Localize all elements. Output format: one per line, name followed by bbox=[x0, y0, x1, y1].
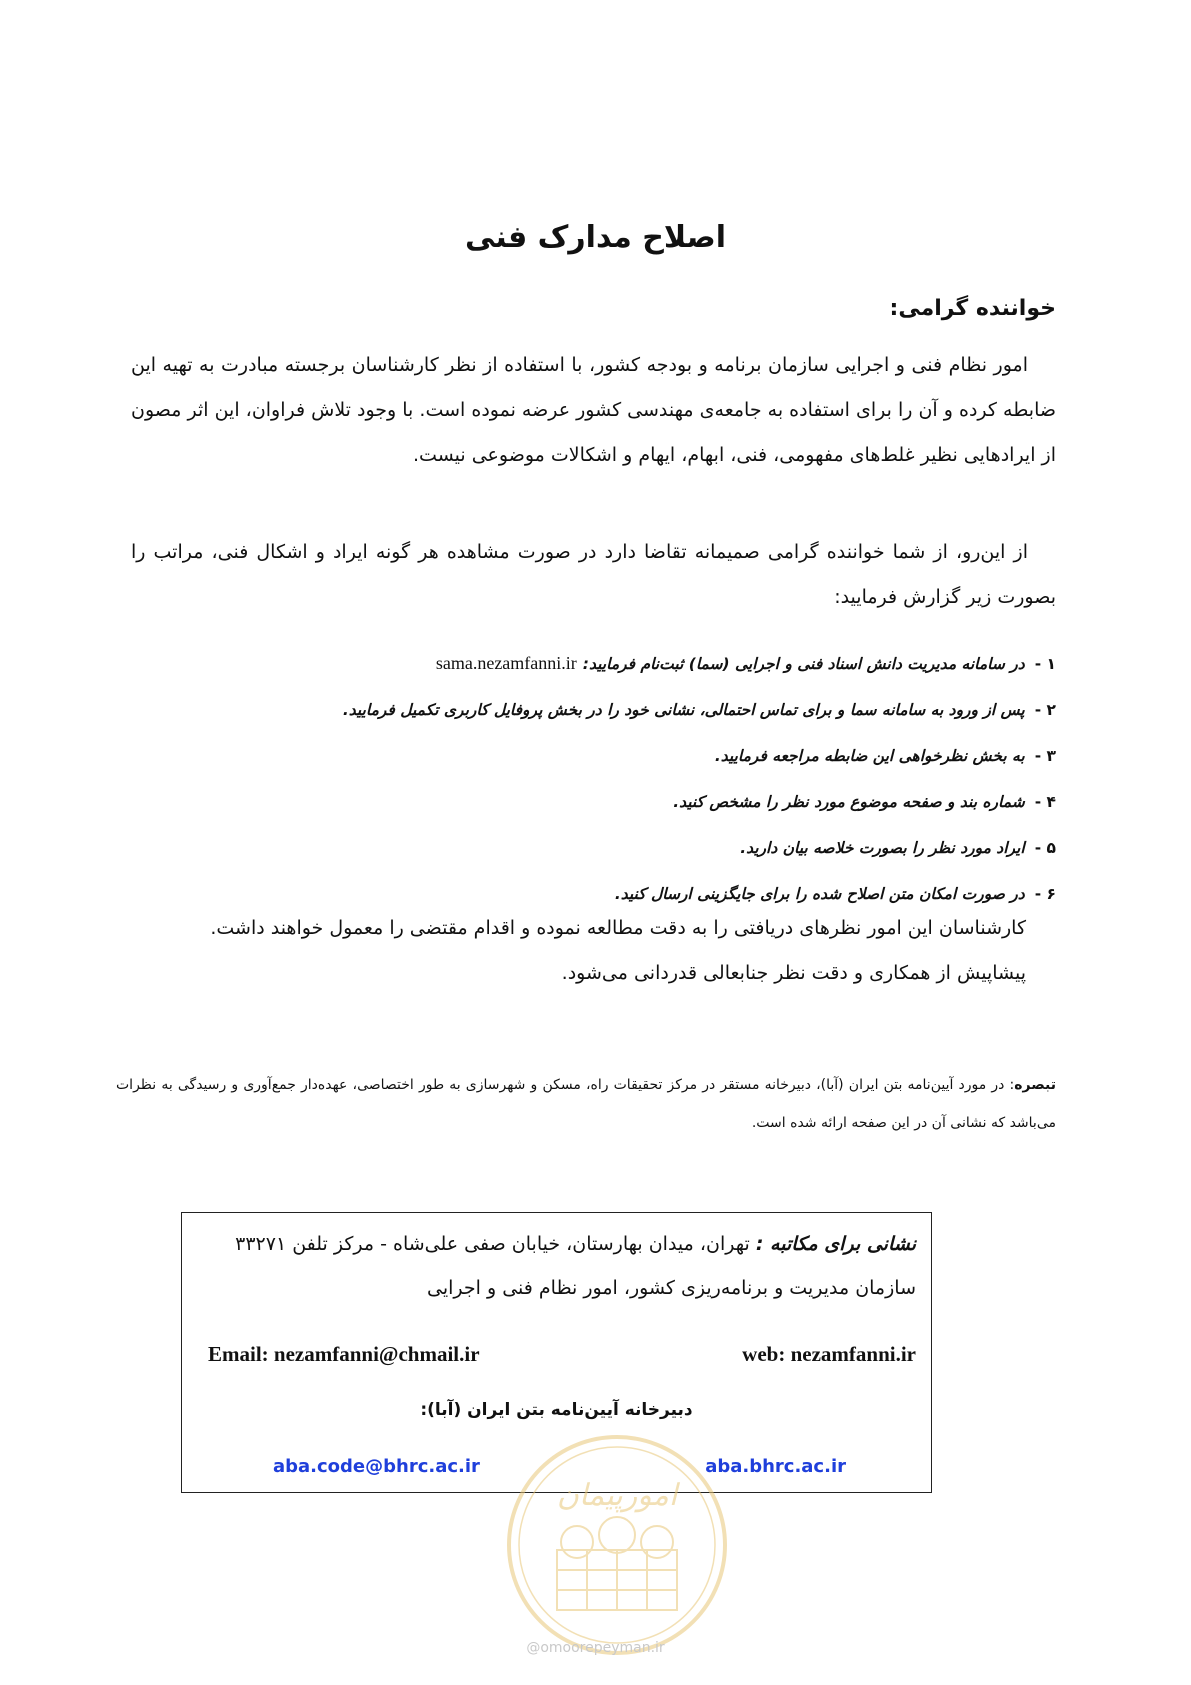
watermark-logo-text: امورپیمان bbox=[556, 1478, 678, 1513]
step-item bbox=[96, 779, 1056, 825]
step-text: ایراد مورد نظر را بصورت خلاصه بیان دارید. bbox=[740, 839, 1025, 857]
step-item bbox=[96, 687, 1056, 733]
intro-paragraph: امور نظام فنی و اجرایی سازمان برنامه و بودجه کشور، با استفاده از نظر کارشناسان برجسته مبادرت به تهیه این ضابطه کرده و آن را برای استفاده به جامعه‌ی مهندسی کشور عرضه نموده است. با وجود تلاش فراوان، این اثر مصون از ایرادهایی نظیر غلط‌های مفهومی، فنی، ابهام، ایهام و اشکالات موضوعی نیست. bbox=[131, 354, 1056, 466]
aba-email-link[interactable]: aba.code@bhrc.ac.ir bbox=[273, 1456, 480, 1477]
closing-line-2: پیشاپیش از همکاری و دقت نظر جنابعالی قدردانی می‌شود. bbox=[561, 962, 1026, 984]
step-item bbox=[96, 825, 1056, 871]
secretariat-title: دبیرخانه آیین‌نامه بتن ایران (آبا): bbox=[420, 1400, 693, 1420]
step-number: ۵ - bbox=[1034, 839, 1056, 857]
address-label: نشانی برای مکاتبه : bbox=[755, 1233, 916, 1255]
step-number: ۳ - bbox=[1034, 747, 1056, 765]
email-address[interactable]: Email: nezamfanni@chmail.ir bbox=[208, 1342, 480, 1366]
step-text: پس از ورود به سامانه سما و برای تماس احتمالی، نشانی خود را در بخش پروفایل کاربری تکمیل فرمایید. bbox=[342, 701, 1025, 719]
step-item bbox=[96, 733, 1056, 779]
web-address[interactable]: web: nezamfanni.ir bbox=[742, 1342, 916, 1366]
step-text: شماره بند و صفحه موضوع مورد نظر را مشخص کنید. bbox=[673, 793, 1025, 811]
request-paragraph: از این‌رو، از شما خواننده گرامی صمیمانه تقاضا دارد در صورت مشاهده هر گونه ایراد و اشکال فنی، مراتب را بصورت زیر گزارش فرمایید: bbox=[131, 541, 1056, 608]
greeting-heading: خواننده گرامی: bbox=[889, 296, 1056, 321]
sama-link[interactable]: sama.nezamfanni.ir bbox=[435, 653, 577, 673]
address-line-1 bbox=[235, 1233, 916, 1255]
step-text: به بخش نظرخواهی این ضابطه مراجعه فرمایید. bbox=[714, 747, 1025, 765]
watermark-logo-icon bbox=[502, 1430, 732, 1660]
note-paragraph bbox=[116, 1066, 1056, 1142]
step-number: ۲ - bbox=[1034, 701, 1056, 719]
step-number: ۱ - bbox=[1034, 655, 1056, 673]
note-label: تبصره bbox=[1014, 1077, 1056, 1093]
closing-line-1: کارشناسان این امور نظرهای دریافتی را به دقت مطالعه نموده و اقدام مقتضی را معمول خواهند داشت. bbox=[210, 917, 1026, 939]
steps-list bbox=[96, 640, 1056, 917]
step-item bbox=[96, 640, 1056, 687]
address-line-2: سازمان مدیریت و برنامه‌ریزی کشور، امور نظام فنی و اجرایی bbox=[427, 1277, 916, 1299]
note-text: : در مورد آیین‌نامه بتن ایران (آبا)، دبیرخانه مستقر در مرکز تحقیقات راه، مسکن و شهرسازی به طور اختصاصی، عهده‌دار جمع‌آوری و رسیدگی به نظرات می‌باشد که نشانی آن در این صفحه ارائه شده است. bbox=[116, 1077, 1056, 1131]
watermark-handle: @omoorepeyman.ir bbox=[526, 1640, 665, 1656]
page-title: اصلاح مدارک فنی bbox=[465, 220, 726, 255]
address-text: تهران، میدان بهارستان، خیابان صفی علی‌شاه - مرکز تلفن ۳۳۲۷۱ bbox=[235, 1233, 750, 1255]
step-number: ۶ - bbox=[1034, 885, 1056, 903]
step-text: در صورت امکان متن اصلاح شده را برای جایگزینی ارسال کنید. bbox=[614, 885, 1025, 903]
step-text: در سامانه مدیریت دانش اسناد فنی و اجرایی (سما) ثبت‌نام فرمایید: bbox=[582, 655, 1025, 673]
step-number: ۴ - bbox=[1034, 793, 1056, 811]
aba-web-link[interactable]: aba.bhrc.ac.ir bbox=[705, 1456, 846, 1477]
